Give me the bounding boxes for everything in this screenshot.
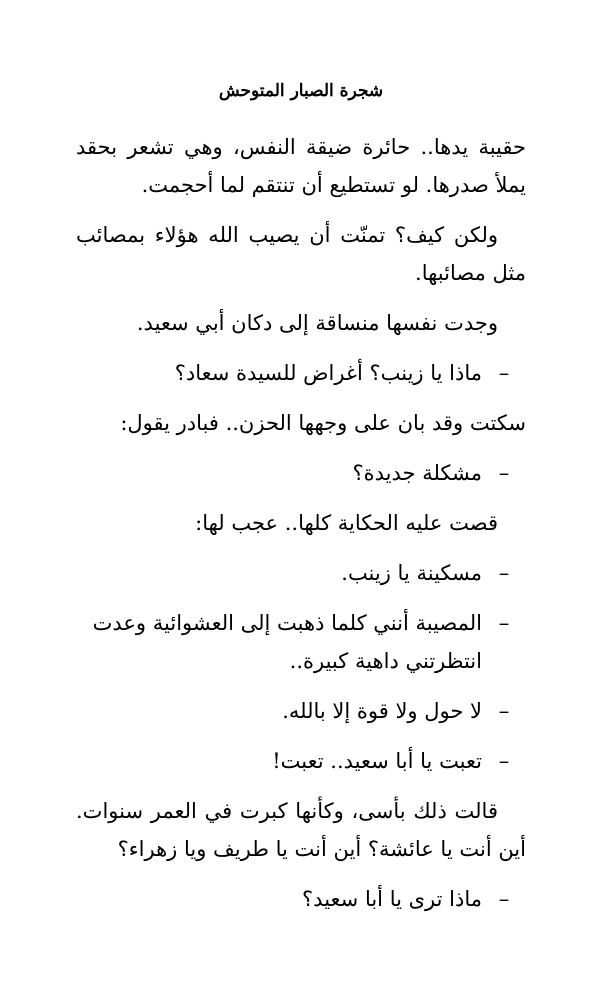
dialogue-dash: – — [498, 361, 510, 385]
dialogue-text: مسكينة يا زينب. — [341, 561, 482, 585]
dialogue-line — [76, 692, 526, 730]
dialogue-text: ماذا يا زينب؟ أغراض للسيدة سعاد؟ — [174, 361, 482, 385]
dialogue-line — [76, 604, 526, 680]
body-text — [76, 128, 526, 930]
paragraph: وجدت نفسها منساقة إلى دكان أبي سعيد. — [136, 311, 498, 335]
paragraph: سكتت وقد بان على وجهها الحزن.. فبادر يقول: — [120, 411, 526, 435]
dialogue-line — [76, 554, 526, 592]
paragraph: ولكن كيف؟ تمنّت أن يصيب الله هؤلاء بمصائب مثل مصائبها. — [76, 223, 526, 285]
paragraph: قصت عليه الحكاية كلها.. عجب لها: — [195, 511, 498, 535]
dialogue-text: تعبت يا أبا سعيد.. تعبت! — [272, 749, 482, 773]
dialogue-line — [76, 880, 526, 918]
dialogue-line — [76, 742, 526, 780]
dialogue-dash: – — [498, 561, 510, 585]
dialogue-text: ماذا ترى يا أبا سعيد؟ — [302, 887, 482, 911]
dialogue-text: المصيبة أنني كلما ذهبت إلى العشوائية وعدت انتظرتني داهية كبيرة.. — [92, 611, 482, 673]
dialogue-dash: – — [498, 611, 510, 635]
dialogue-dash: – — [498, 749, 510, 773]
paragraph: حقيبة يدها.. حائرة ضيقة النفس، وهي تشعر بحقد يملأ صدرها. لو تستطيع أن تنتقم لما أحجمت. — [76, 135, 526, 197]
dialogue-text: لا حول ولا قوة إلا بالله. — [282, 699, 482, 723]
dialogue-text: مشكلة جديدة؟ — [352, 461, 482, 485]
dialogue-line — [76, 354, 526, 392]
running-title: شجرة الصبار المتوحش — [218, 81, 384, 101]
dialogue-dash: – — [498, 461, 510, 485]
dialogue-dash: – — [498, 887, 510, 911]
dialogue-line — [76, 454, 526, 492]
dialogue-dash: – — [498, 699, 510, 723]
paragraph: قالت ذلك بأسى، وكأنها كبرت في العمر سنوات. أين أنت يا عائشة؟ أين أنت يا طريف ويا زهراء؟ — [76, 799, 526, 861]
